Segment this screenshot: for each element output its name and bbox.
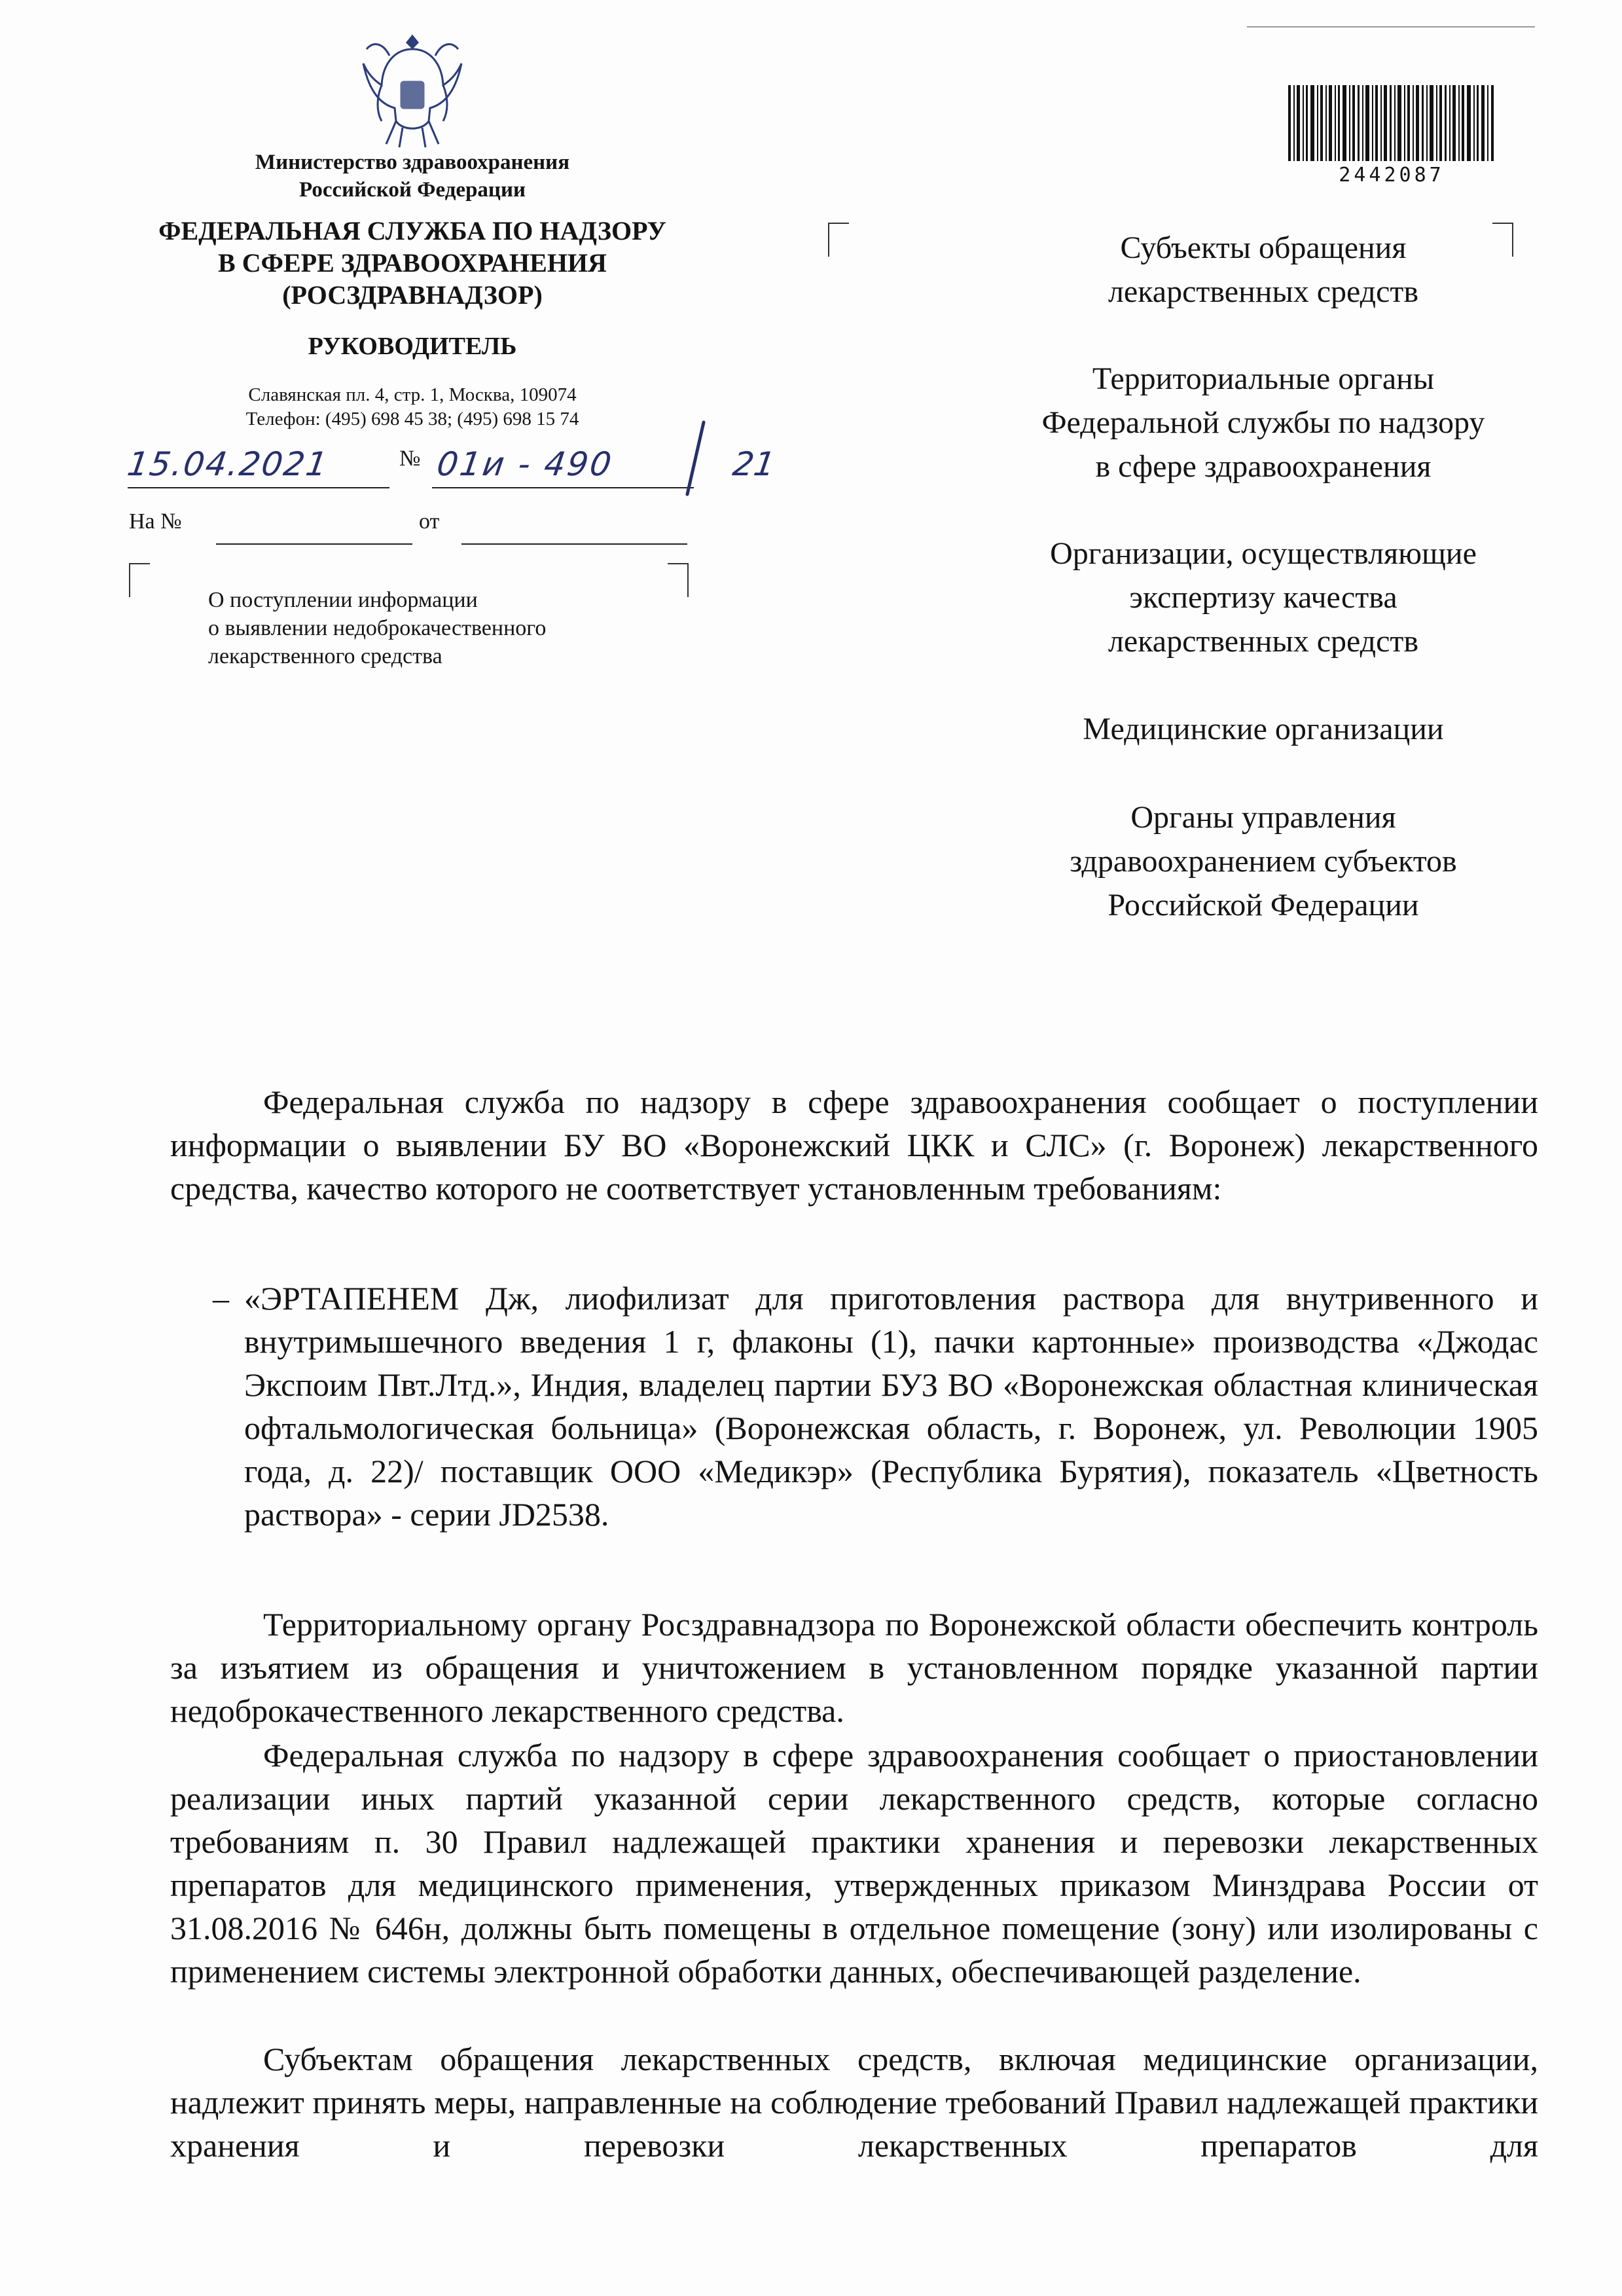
addressee-block xyxy=(929,532,1597,663)
service-name-line1: ФЕДЕРАЛЬНАЯ СЛУЖБА ПО НАДЗОРУ xyxy=(158,216,666,246)
registration-number-suffix: 21 xyxy=(730,445,778,483)
ministry-name-line1: Министерство здравоохранения xyxy=(255,151,570,174)
list-item: «ЭРТАПЕНЕМ Дж, лиофилизат для приготовления раствора для внутривенного и внутримышечного введения 1 г, флаконы (1), пачки картонные» производства «Джодас Экспоим Пвт.Лтд.», Индия, владелец партии БУЗ ВО «Воронежская областная клиническая офтальмологическая больница» (Воронежская область, г. Воронеж, ул. Революции 1905 года, д. 22)/ поставщик ООО «Медикэр» (Республика Бурятия), показатель «Цветность раствора» - серии JD2538. xyxy=(244,1280,1538,1533)
service-phones: Телефон: (495) 698 45 38; (495) 698 15 74 xyxy=(245,409,579,429)
service-name-line3: (РОСЗДРАВНАДЗОР) xyxy=(282,280,543,310)
subject-line: О поступлении информации xyxy=(208,588,478,612)
date-underline xyxy=(128,486,389,488)
addressee-line: в сфере здравоохранения xyxy=(1095,449,1432,484)
list-marker: – xyxy=(213,1280,229,1317)
addressee-line: экспертизу качества xyxy=(1129,580,1397,615)
addressee-line: Органы управления xyxy=(1130,800,1396,835)
number-sign: № xyxy=(399,446,421,471)
addressee-corner-left xyxy=(828,223,849,257)
addressee-line: Медицинские организации xyxy=(1083,712,1444,746)
body-paragraph-1: Федеральная служба по надзору в сфере здравоохранения сообщает о поступлении информации о выявлении БУ ВО «Воронежский ЦКК и СЛС» (г. Воронеж) лекарственного средства, качество которого не соответствует установленным требованиям: xyxy=(170,1084,1538,1207)
service-address: Славянская пл. 4, стр. 1, Москва, 109074 xyxy=(248,384,577,405)
state-emblem-icon xyxy=(357,23,468,154)
reference-date-blank xyxy=(461,542,687,545)
header-rule xyxy=(1247,26,1535,27)
number-underline xyxy=(432,486,694,488)
barcode-icon xyxy=(1288,85,1495,161)
addressee-line: лекарственных средств xyxy=(1108,274,1419,309)
reference-label: На № xyxy=(129,509,182,534)
registration-number: 01и - 490 xyxy=(434,445,616,483)
addressee-line: Федеральной службы по надзору xyxy=(1041,405,1485,440)
addressee-block xyxy=(929,707,1597,751)
reference-number-blank xyxy=(216,542,412,545)
addressee-line: Российской Федерации xyxy=(1108,888,1419,922)
subject-corner-left xyxy=(129,563,150,597)
registration-date: 15.04.2021 xyxy=(124,445,331,483)
service-name-line2: В СФЕРЕ ЗДРАВООХРАНЕНИЯ xyxy=(218,248,607,278)
addressee-block xyxy=(929,226,1597,314)
addressee-line: Организации, осуществляющие xyxy=(1050,536,1477,571)
body-paragraph-2: Территориальному органу Росздравнадзора по Воронежской области обеспечить контроль за изъятием из обращения и уничтожением в установленном порядке указанной партии недоброкачественного лекарственного средства. xyxy=(170,1606,1538,1729)
subject-line: о выявлении недоброкачественного xyxy=(208,616,547,640)
addressee-block xyxy=(929,357,1597,488)
body-paragraph-3: Федеральная служба по надзору в сфере здравоохранения сообщает о приостановлении реализации иных партий указанной серии лекарственного средств, которые согласно требованиям п. 30 Правил надлежащей практики хранения и перевозки лекарственных препаратов для медицинского применения, утвержденных приказом Минздрава России от 31.08.2016 № 646н, должны быть помещены в отдельное помещение (зону) или изолированы с применением системы электронной обработки данных, обеспечивающей разделение. xyxy=(170,1737,1538,1990)
addressee-block xyxy=(929,795,1597,927)
addressee-line: Территориальные органы xyxy=(1092,361,1435,396)
position-title: РУКОВОДИТЕЛЬ xyxy=(308,333,517,360)
addressee-line: Субъекты обращения xyxy=(1120,230,1407,265)
ministry-name-line2: Российской Федерации xyxy=(299,178,526,202)
addressee-line: лекарственных средств xyxy=(1108,624,1419,659)
reference-from-label: от xyxy=(419,509,440,534)
addressee-line: здравоохранением субъектов xyxy=(1070,844,1457,879)
letter-subject xyxy=(208,586,732,670)
body-paragraph-4: Субъектам обращения лекарственных средств, включая медицинские организации, надлежит принять меры, направленные на соблюдение требований Правил надлежащей практики хранения и перевозки лекарственных препаратов для xyxy=(170,2041,1538,2164)
subject-line: лекарственного средства xyxy=(208,644,442,668)
barcode-number: 2442087 xyxy=(1339,164,1445,187)
